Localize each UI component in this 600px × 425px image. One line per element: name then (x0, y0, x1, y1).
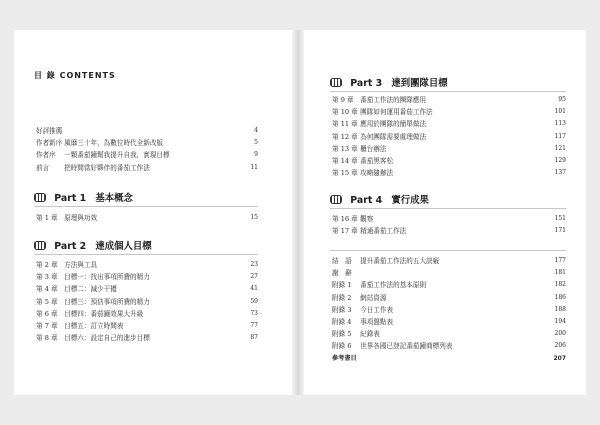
chapter-item[interactable] (36, 320, 258, 332)
part-title: 實行成果 (391, 195, 429, 206)
chapter-page: 59 (250, 297, 258, 305)
chapter-item[interactable] (332, 106, 566, 118)
part-number: Part 2 (54, 241, 87, 252)
chapter-item[interactable] (36, 271, 258, 283)
chapter-label: 第 14 章 (332, 156, 358, 165)
tomato-timer-icon (330, 78, 342, 87)
chapter-item[interactable] (36, 332, 258, 344)
item-label: 附錄 5 (332, 330, 352, 339)
chapter-page: 137 (554, 169, 566, 177)
chapter-title: 為何團隊需要處理做法 (360, 132, 427, 141)
chapter-title: 櫃台辦法 (360, 144, 387, 153)
chapter-label: 第 7 章 (36, 321, 58, 330)
chapter-page: 77 (250, 321, 258, 329)
divider (330, 91, 566, 92)
item-label: 結 語 (332, 257, 352, 265)
front-matter-item[interactable] (36, 125, 258, 137)
chapter-title: 目標一：找出事項所費的精力 (64, 273, 150, 282)
back-matter-item[interactable] (332, 340, 566, 352)
chapter-label: 第 17 章 (332, 227, 358, 236)
part-number: Part 1 (54, 193, 87, 204)
chapter-title: 目標六：設定自己的進步目標 (64, 334, 150, 343)
item-page: 182 (554, 281, 566, 289)
item-page: 177 (554, 257, 566, 264)
part-number: Part 4 (350, 195, 383, 206)
item-label: 謝 辭 (332, 269, 352, 278)
part-1-heading (34, 190, 133, 204)
back-matter-item[interactable] (332, 292, 566, 304)
tomato-timer-icon (330, 195, 342, 204)
item-title: 一顆番茄鐘幫我提升自我，實現目標 (64, 151, 170, 160)
item-title: 風靡三十年，為數位時代全新改版 (64, 139, 164, 148)
chapter-label: 第 10 章 (332, 108, 358, 117)
chapter-page: 15 (250, 214, 258, 221)
back-matter-item[interactable] (332, 328, 566, 340)
item-title: 網站資源 (360, 293, 387, 302)
item-label: 作者新序 (36, 139, 63, 148)
chapter-page: 101 (554, 108, 566, 116)
chapter-page: 151 (554, 215, 566, 222)
front-matter-item[interactable] (36, 149, 258, 161)
item-label: 附錄 1 (332, 281, 352, 290)
back-matter-item[interactable] (332, 304, 566, 316)
chapter-page: 95 (558, 96, 566, 103)
chapter-page: 113 (554, 120, 566, 128)
item-label: 附錄 2 (332, 293, 352, 302)
tomato-timer-icon (34, 193, 46, 202)
item-page: 4 (254, 127, 258, 134)
item-title: 世界各國已登記番茄鐘商標列表 (360, 342, 453, 351)
back-matter-item[interactable] (332, 255, 566, 267)
chapter-label: 第 2 章 (36, 261, 58, 269)
item-page: 206 (554, 342, 566, 350)
chapter-item[interactable] (332, 118, 566, 130)
item-page: 200 (554, 330, 566, 338)
item-page: 186 (554, 293, 566, 301)
toc-title: 目 錄 CONTENTS (34, 71, 116, 80)
item-title: 今日工作表 (360, 305, 394, 314)
chapter-label: 第 3 章 (36, 273, 58, 282)
back-matter-item[interactable] (332, 279, 566, 291)
item-label: 附錄 3 (332, 305, 352, 314)
chapter-page: 27 (250, 273, 258, 281)
chapter-label: 第 12 章 (332, 132, 358, 141)
chapter-page: 87 (250, 334, 258, 342)
tomato-timer-icon (34, 241, 46, 250)
item-label: 附錄 4 (332, 317, 352, 326)
part-title: 達到團隊目標 (391, 78, 448, 89)
item-title: 事項盤點表 (360, 317, 394, 326)
chapter-page: 129 (554, 156, 566, 164)
chapter-title: 原理與功效 (64, 214, 98, 222)
chapter-title: 目標五：訂立時間表 (64, 321, 124, 330)
part-title: 達成個人目標 (95, 241, 152, 252)
item-page: 188 (554, 305, 566, 313)
item-label: 前言 (36, 163, 50, 172)
divider (34, 254, 258, 255)
chapter-item[interactable] (332, 131, 566, 143)
chapter-title: 團隊如何運用番茄工作法 (360, 108, 433, 117)
chapter-page: 121 (554, 144, 566, 152)
item-label: 好評推薦 (36, 127, 63, 135)
part-3-heading (330, 75, 448, 89)
back-matter-item[interactable] (332, 316, 566, 328)
item-label: 作者序 (36, 151, 56, 160)
chapter-label: 第 5 章 (36, 297, 58, 306)
chapter-item[interactable] (332, 167, 566, 179)
chapter-label: 第 9 章 (332, 96, 354, 104)
chapter-title: 應用於團隊的簡單做法 (360, 120, 427, 129)
chapter-label: 第 4 章 (36, 285, 58, 294)
chapter-item[interactable] (36, 296, 258, 308)
chapter-label: 第 13 章 (332, 144, 358, 153)
references-page: 207 (553, 354, 566, 362)
item-page: 5 (254, 139, 258, 147)
item-page: 181 (554, 269, 566, 277)
chapter-label: 第 16 章 (332, 215, 358, 223)
chapter-item[interactable] (332, 225, 566, 237)
chapter-title: 目標三：預估事項所費的精力 (64, 297, 150, 306)
part-2-chapters (36, 259, 258, 344)
chapter-label: 第 1 章 (36, 214, 58, 222)
item-title: 紀錄表 (360, 330, 380, 339)
part-3-chapters (332, 94, 566, 179)
chapter-title: 目標二：減少干擾 (64, 285, 117, 294)
references-label: 參考書目 (332, 354, 357, 362)
chapter-title: 番茄工作法的團隊應用 (360, 96, 427, 104)
chapter-title: 攻略隨辦法 (360, 169, 394, 178)
part-1-chapters (36, 212, 258, 224)
item-page: 11 (250, 163, 258, 171)
chapter-item[interactable] (36, 308, 258, 320)
book-gutter (292, 30, 304, 395)
item-page: 194 (554, 317, 566, 325)
back-matter-item[interactable] (332, 267, 566, 279)
part-2-heading (34, 238, 152, 252)
part-4-heading (330, 192, 429, 206)
item-title: 把時間當好夥伴的番茄工作法 (64, 163, 150, 172)
chapter-label: 第 8 章 (36, 334, 58, 343)
chapter-page: 41 (250, 285, 258, 293)
chapter-label: 第 6 章 (36, 309, 58, 318)
chapter-label: 第 15 章 (332, 169, 358, 178)
divider (330, 250, 566, 251)
divider (34, 206, 258, 207)
item-title: 提升番茄工作法的五大訣竅 (360, 257, 440, 265)
front-matter-item[interactable] (36, 162, 258, 174)
chapter-item[interactable] (332, 143, 566, 155)
part-number: Part 3 (350, 78, 383, 89)
part-4-chapters (332, 213, 566, 237)
chapter-item[interactable] (36, 212, 258, 224)
chapter-item[interactable] (36, 259, 258, 271)
front-matter-list (36, 125, 258, 174)
divider (330, 208, 566, 209)
chapter-item[interactable] (332, 213, 566, 225)
chapter-title: 觀察 (360, 215, 374, 223)
chapter-title: 番茄黑客松 (360, 156, 394, 165)
chapter-page: 171 (554, 227, 566, 235)
front-matter-item[interactable] (36, 137, 258, 149)
chapter-item[interactable] (36, 283, 258, 295)
item-page: 9 (254, 151, 258, 159)
part-title: 基本概念 (95, 193, 133, 204)
chapter-label: 第 11 章 (332, 120, 358, 129)
item-label: 附錄 6 (332, 342, 352, 351)
item-title: 番茄工作法的基本原則 (360, 281, 427, 290)
chapter-item[interactable] (332, 155, 566, 167)
chapter-title: 方法與工具 (64, 261, 98, 269)
chapter-page: 73 (250, 309, 258, 317)
chapter-title: 精通番茄工作法 (360, 227, 407, 236)
back-matter-list (332, 255, 566, 365)
chapter-item[interactable] (332, 94, 566, 106)
chapter-title: 目標四：番茄鐘效果大升級 (64, 309, 144, 318)
chapter-page: 23 (250, 261, 258, 268)
chapter-page: 117 (554, 132, 566, 140)
references-item[interactable] (332, 353, 566, 365)
